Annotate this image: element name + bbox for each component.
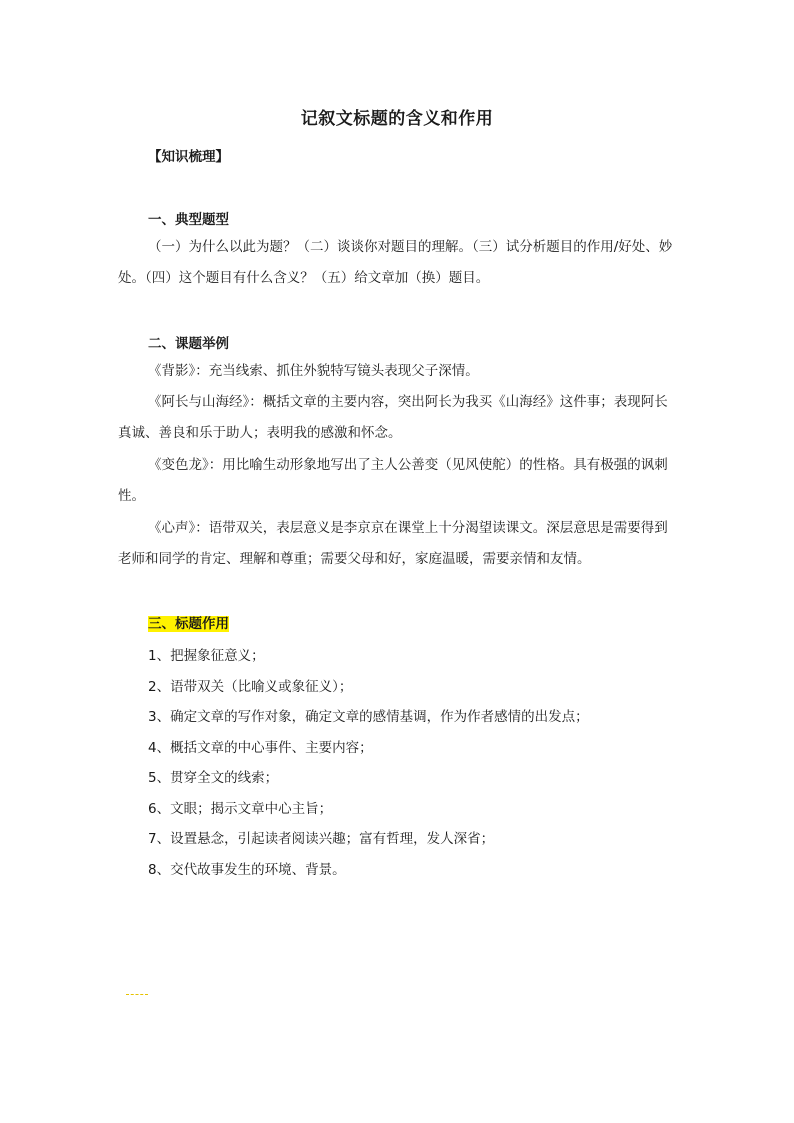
highlighted-heading-text: 三、标题作用 [148,616,229,632]
example-paragraph: 《心声》：语带双关，表层意义是李京京在课堂上十分渴望读课文。深层意思是需要得到老师和同学的肯定、理解和尊重；需要父母和好，家庭温暖，需要亲情和友情。 [118,520,668,567]
list-item: 4、概括文章的中心事件、主要内容； [148,739,373,756]
section-heading-examples: 二、课题举例 [148,336,229,352]
list-item: 2、语带双关（比喻义或象征义）； [148,678,353,695]
list-item: 1、把握象征意义； [148,648,265,664]
page-title: 记叙文标题的含义和作用 [300,109,494,129]
decorative-dash-mark [126,994,148,995]
knowledge-tag: 【知识梳理】 [148,149,229,165]
list-item: 8、交代故事发生的环境、背景。 [148,861,346,878]
section-heading-title-functions [148,612,229,632]
section-heading-typical-questions: 一、典型题型 [148,212,229,228]
section-paragraph-typical-questions: （一）为什么以此为题？（二）谈谈你对题目的理解。（三）试分析题目的作用/好处、妙处。（四）这个题目有什么含义？（五）给文章加（换）题目。 [118,239,673,286]
function-list [148,641,589,885]
example-paragraph: 《阿长与山海经》：概括文章的主要内容，突出阿长为我买《山海经》这件事；表现阿长真诚、善良和乐于助人；表明我的感激和怀念。 [118,394,668,441]
example-paragraph: 《背影》：充当线索、抓住外貌特写镜头表现父子深情。 [148,363,479,379]
example-paragraph: 《变色龙》：用比喻生动形象地写出了主人公善变（见风使舵）的性格。具有极强的讽刺性。 [118,457,668,504]
list-item: 6、文眼；揭示文章中心主旨； [148,800,333,817]
list-item: 7、设置悬念，引起读者阅读兴趣；富有哲理，发人深省； [148,831,495,847]
list-item: 3、确定文章的写作对象，确定文章的感情基调，作为作者感情的出发点； [148,709,589,725]
list-item: 5、贯穿全文的线索； [148,770,279,786]
